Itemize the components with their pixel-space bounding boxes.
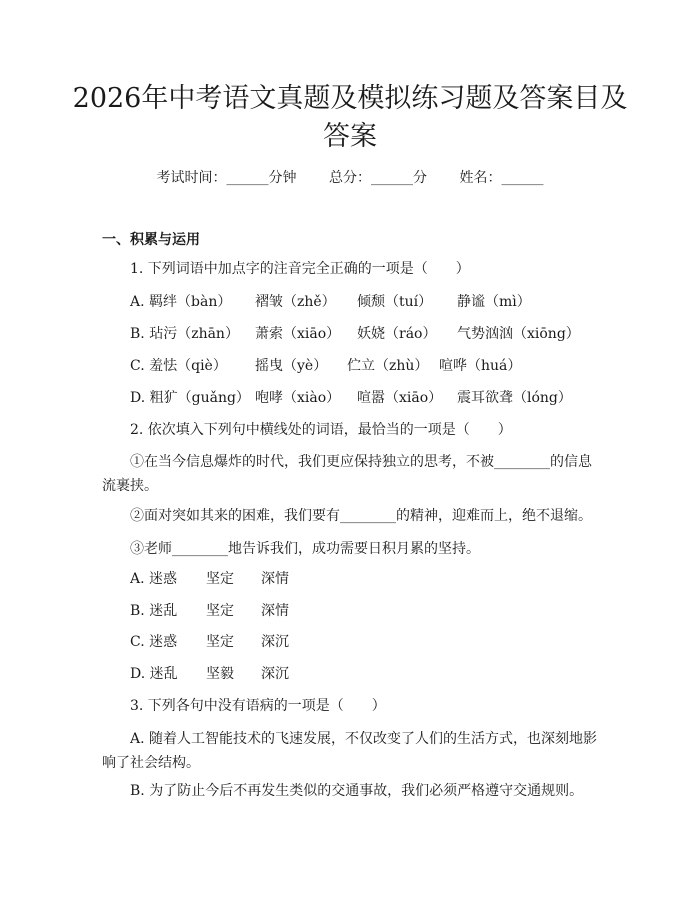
q2-a-word-1: A. 迷惑 (130, 571, 178, 587)
q1-a-word-1: A. 羁绊（bàn） (130, 294, 232, 310)
q1-c-word-3: 伫立（zhù） (347, 358, 429, 374)
question-2-stem: 2. 依次填入下列句中横线处的词语，最恰当的一项是（ ） (130, 422, 512, 438)
q2-d-word-2: 坚毅 (206, 666, 234, 682)
total-score: 总分：______分 (329, 170, 427, 186)
section-heading: 一、积累与运用 (102, 232, 200, 248)
q2-option-d (130, 664, 289, 684)
q2-sentence-3: ③老师________地告诉我们，成功需要日积月累的坚持。 (130, 541, 480, 557)
q1-b-word-2: 萧索（xiāo） (255, 326, 341, 342)
q1-d-word-3: 喧嚣（xiāo） (357, 390, 443, 406)
q1-option-a (130, 292, 531, 312)
q2-a-word-3: 深情 (261, 571, 289, 587)
q2-option-b (130, 601, 289, 621)
q1-d-word-1: D. 粗犷（guǎng） (130, 390, 250, 406)
q1-c-word-1: C. 羞怯（qiè） (130, 358, 227, 374)
q1-option-b (130, 324, 580, 344)
q2-d-word-3: 深沉 (261, 666, 289, 682)
q2-option-a (130, 569, 289, 589)
q2-d-word-1: D. 迷乱 (130, 666, 178, 682)
q1-a-word-2: 褶皱（zhě） (255, 294, 336, 310)
q1-b-word-1: B. 玷污（zhān） (130, 326, 239, 342)
q1-option-c (130, 356, 521, 376)
student-name: 姓名：______ (459, 170, 544, 186)
q2-c-word-1: C. 迷惑 (130, 634, 178, 650)
q2-a-word-2: 坚定 (206, 571, 234, 587)
page-title: 2026年中考语文真题及模拟练习题及答案目及答案 (72, 83, 628, 152)
q1-a-word-3: 倾颓（tuí） (357, 294, 433, 310)
question-1-stem: 1. 下列词语中加点字的注音完全正确的一项是（ ） (130, 261, 470, 277)
q1-b-word-4: 气势汹汹（xiōng） (457, 326, 580, 342)
q1-d-word-4: 震耳欲聋（lóng） (457, 390, 572, 406)
q3-option-b: B. 为了防止今后不再发生类似的交通事故，我们必须严格遵守交通规则。 (130, 783, 584, 799)
question-3-stem: 3. 下列各句中没有语病的一项是（ ） (130, 698, 386, 714)
q2-sentence-1: ①在当今信息爆炸的时代，我们更应保持独立的思考，不被________的信息流裹挟。 (102, 454, 592, 494)
q1-c-word-2: 摇曳（yè） (255, 358, 328, 374)
q1-c-word-4: 喧哗（huá） (439, 358, 522, 374)
q1-d-word-2: 咆哮（xiào） (255, 390, 341, 406)
exam-time: 考试时间：______分钟 (156, 170, 297, 186)
q2-b-word-1: B. 迷乱 (130, 603, 178, 619)
q2-b-word-2: 坚定 (206, 603, 234, 619)
q2-sentence-2: ②面对突如其来的困难，我们要有________的精神，迎难而上，绝不退缩。 (130, 508, 592, 524)
exam-meta (0, 168, 700, 188)
q2-c-word-3: 深沉 (261, 634, 289, 650)
q1-a-word-4: 静谧（mì） (457, 294, 531, 310)
q1-b-word-3: 妖娆（ráo） (357, 326, 437, 342)
q2-option-c (130, 632, 289, 652)
q2-b-word-3: 深情 (261, 603, 289, 619)
q3-option-a: A. 随着人工智能技术的飞速发展，不仅改变了人们的生活方式，也深刻地影响了社会结构。 (102, 731, 598, 771)
q1-option-d (130, 388, 572, 408)
q2-c-word-2: 坚定 (206, 634, 234, 650)
